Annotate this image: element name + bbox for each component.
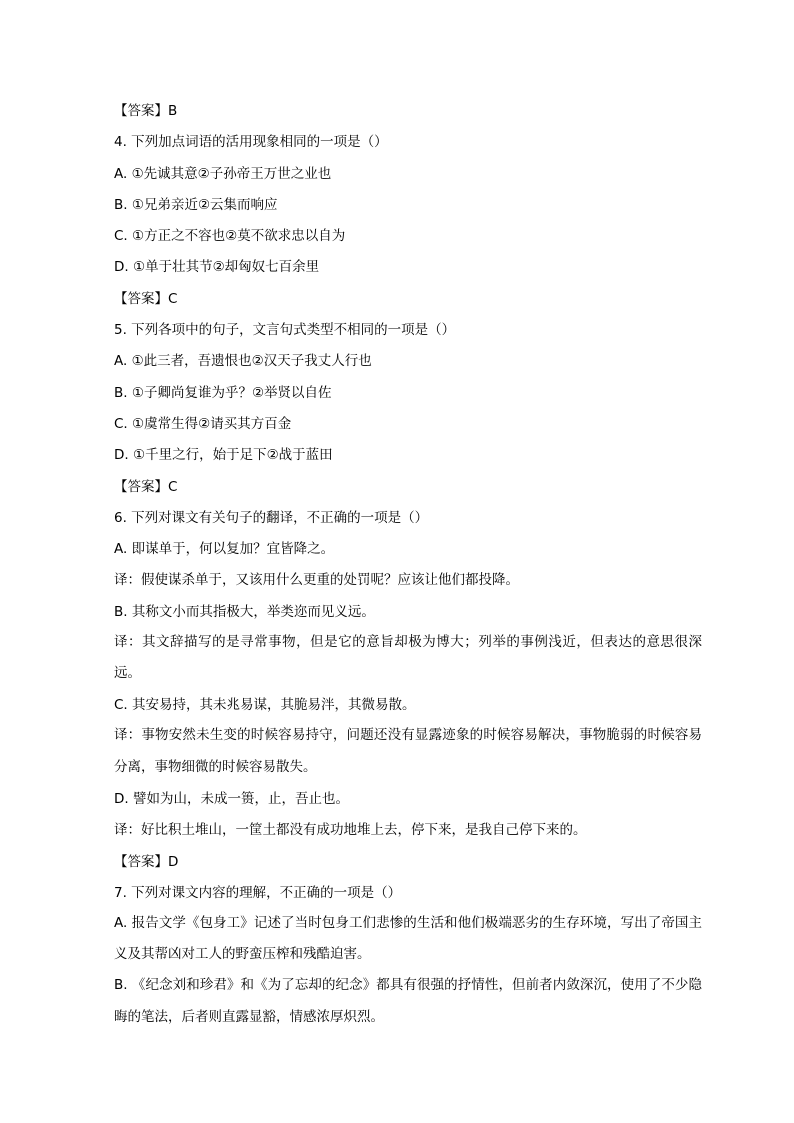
document-body (114, 101, 702, 1033)
answer-q4: 【答案】C (114, 290, 178, 307)
question-4-option-b: B. ①兄弟亲近②云集而响应 (114, 196, 278, 213)
question-5-option-d: D. ①千里之行，始于足下②战于蓝田 (114, 447, 333, 464)
question-7: 7. 下列对课文内容的理解，不正确的一项是（） (114, 884, 402, 901)
question-4-option-c: C. ①方正之不容也②莫不欲求忠以自为 (114, 228, 346, 245)
question-4: 4. 下列加点词语的活用现象相同的一项是（） (114, 134, 388, 151)
question-6-option-b-translation: 译：其文辞描写的是寻常事物，但是它的意旨却极为博大；列举的事例浅近，但表达的意思很深远。 (114, 633, 702, 682)
question-5-option-b: B. ①子卿尚复谁为乎？②举贤以自佐 (114, 384, 332, 401)
question-4-option-a: A. ①先诚其意②子孙帝王万世之业也 (114, 165, 332, 182)
question-6-option-c-translation: 译：事物安然未生变的时候容易持守，问题还没有显露迹象的时候容易解决，事物脆弱的时候容易分离，事物细微的时候容易散失。 (114, 727, 702, 775)
question-7-option-a: A. 报告文学《包身工》记述了当时包身工们悲惨的生活和他们极端恶劣的生存环境，写出了帝国主义及其帮凶对工人的野蛮压榨和残酷迫害。 (114, 914, 702, 963)
question-6-option-a: A. 即谋单于，何以复加？宜皆降之。 (114, 541, 335, 558)
question-6-option-d-translation: 译：好比积土堆山，一筐土都没有成功地堆上去，停下来，是我自己停下来的。 (114, 822, 587, 839)
question-5-option-a: A. ①此三者，吾遗恨也②汉天子我丈人行也 (114, 353, 372, 370)
answer-q3: 【答案】B (114, 103, 178, 119)
question-5-option-c: C. ①虞常生得②请买其方百金 (114, 415, 292, 432)
question-5: 5. 下列各项中的句子，文言句式类型不相同的一项是（） (114, 322, 456, 339)
question-6-option-a-translation: 译：假使谋杀单于，又该用什么更重的处罚呢？应该让他们都投降。 (114, 572, 519, 589)
answer-q5: 【答案】C (114, 478, 178, 495)
question-4-option-d: D. ①单于壮其节②却匈奴七百余里 (114, 259, 320, 276)
question-6-option-c: C. 其安易持，其未兆易谋，其脆易泮，其微易散。 (114, 697, 416, 714)
question-6: 6. 下列对课文有关句子的翻译，不正确的一项是（） (114, 509, 429, 526)
question-6-option-d: D. 譬如为山，未成一篑，止，吾止也。 (114, 790, 349, 807)
question-6-option-b: B. 其称文小而其指极大，举类迩而见义远。 (114, 603, 375, 620)
question-7-option-b: B. 《纪念刘和珍君》和《为了忘却的纪念》都具有很强的抒情性，但前者内敛深沉，使用了不少隐晦的笔法，后者则直露显豁，情感浓厚炽烈。 (114, 977, 702, 1025)
answer-q6: 【答案】D (114, 853, 179, 870)
